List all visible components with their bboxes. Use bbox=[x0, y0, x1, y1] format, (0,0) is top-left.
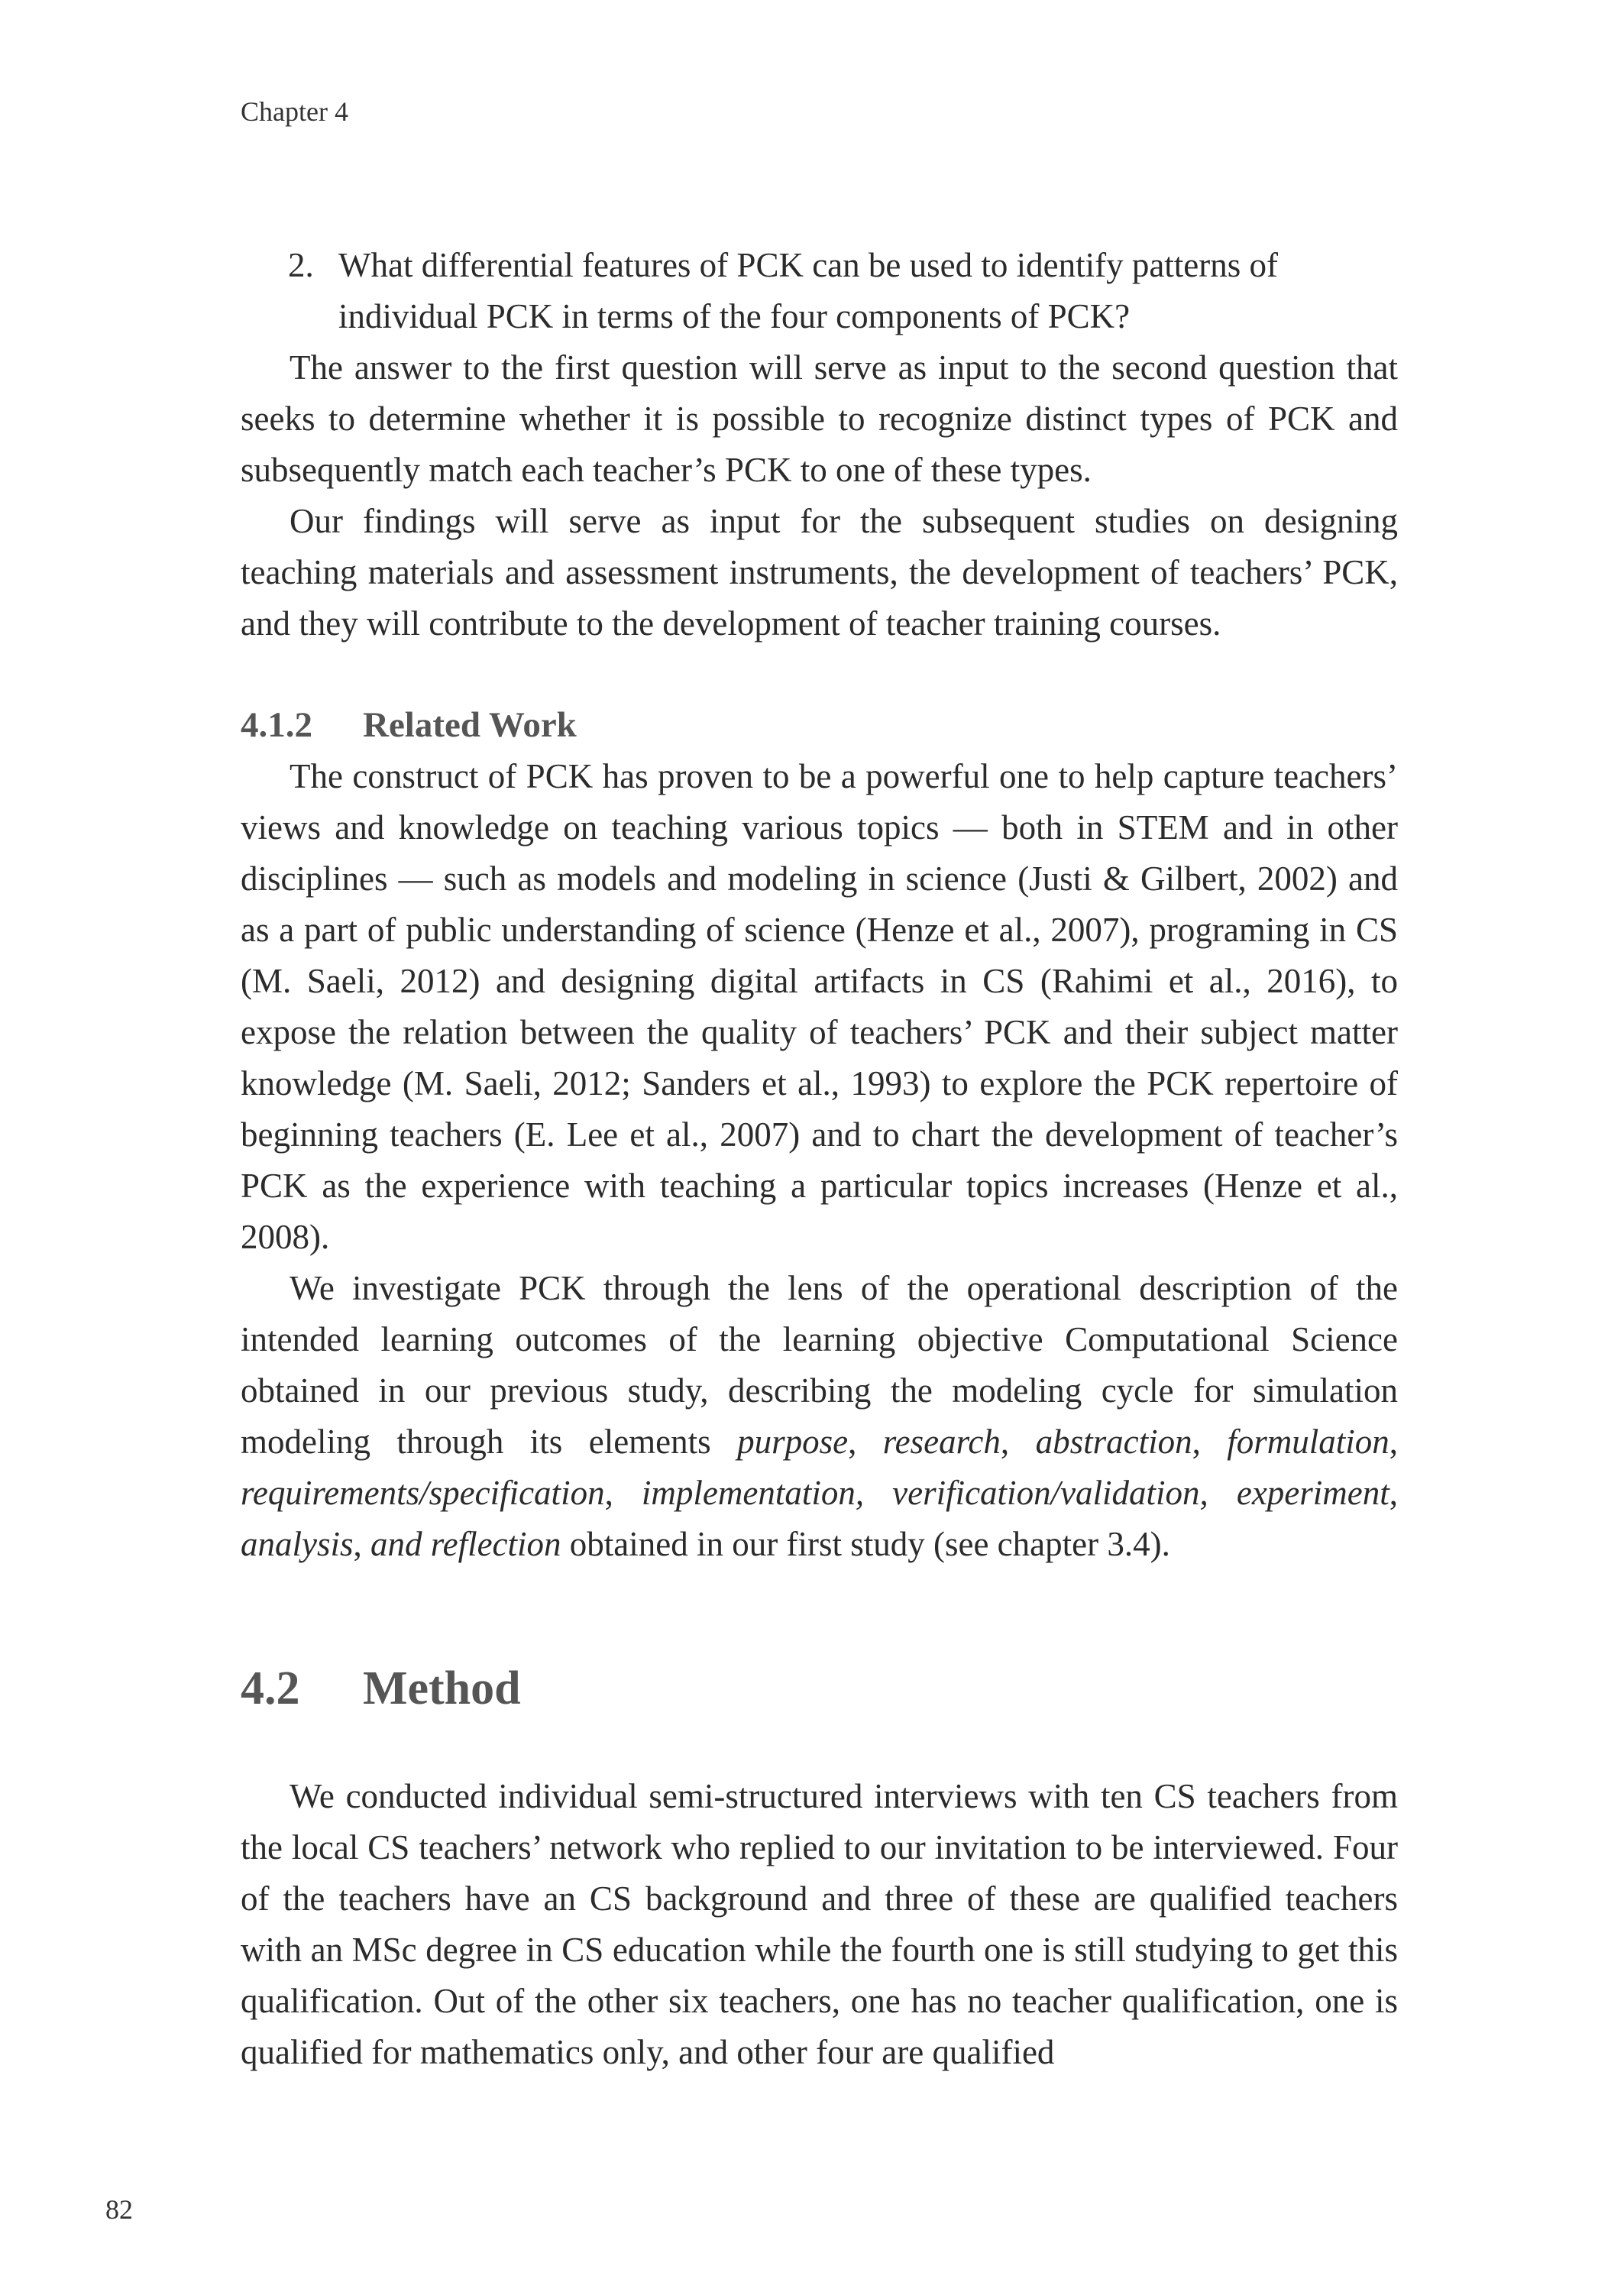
paragraph: We conducted individual semi-structured interviews with ten CS teachers from the local CS teachers’ network who replied to our invitation to be interviewed. Four of the teachers have an CS background and three of these are qualified teachers with an MSc degree in CS education while the fourth one is still studying to get this qualification. Out of the other six teachers, one has no teacher qualification, one is qualified for mathematics only, and other four are qualified bbox=[241, 1777, 1398, 2071]
section-number: 4.2 bbox=[241, 1662, 300, 1714]
method-heading-block bbox=[241, 1658, 1398, 1719]
paragraph: We investigate PCK through the lens of the operational description of the intended learning outcomes of the learning objective Computational Science obtained in our previous study, describing the modeling cycle for simulation modeling through its elements purpose, research, abstraction, formulation, requirements/specification, implementation, verification/validation, experiment, analysis, and reflection obtained in our first study (see chapter 3.4). bbox=[241, 1269, 1399, 1563]
paragraph: The construct of PCK has proven to be a powerful one to help capture teachers’ views and knowledge on teaching various topics — both in STEM and in other disciplines — such as models and modeling in science (Justi & Gilbert, 2002) and as a part of public understanding of science (Henze et al., 2007), programing in CS (M. Saeli, 2012) and designing digital artifacts in CS (Rahimi et al., 2016), to expose the relation between the quality of teachers’ PCK and their subject matter knowledge (M. Saeli, 2012; Sanders et al., 1993) to explore the PCK repertoire of beginning teachers (E. Lee et al., 2007) and to chart the development of teacher’s PCK as the experience with teaching a particular topics increases (Henze et al., 2008). bbox=[241, 757, 1398, 1256]
section-title: Method bbox=[363, 1662, 521, 1714]
term-analysis: analysis bbox=[241, 1525, 354, 1563]
term-reflection: and reflection bbox=[370, 1525, 561, 1563]
section-heading bbox=[241, 1658, 1398, 1719]
page-number: 82 bbox=[105, 2194, 133, 2225]
term-implementation: implementation, verification/validation, experiment bbox=[641, 1474, 1389, 1512]
method-section bbox=[241, 1771, 1398, 2078]
paragraph-tail: obtained in our first study (see chapter 3.4). bbox=[569, 1525, 1170, 1563]
subsection-heading bbox=[241, 700, 1398, 751]
term-research: research bbox=[882, 1423, 1001, 1461]
paragraph-lead: We investigate PCK through the lens of the operational description of the intended learning outcomes of the learning objective Computational Science obtained in our previous study, describing the modeling cycle for simulation modeling through its elements bbox=[241, 1269, 1398, 1461]
intro-section bbox=[241, 342, 1398, 649]
paragraph: The answer to the first question will serve as input to the second question that seeks to determine whether it is possible to recognize distinct types of PCK and subsequently match each teacher’s PCK to one of these types. bbox=[241, 348, 1398, 489]
related-work-section bbox=[241, 700, 1398, 1570]
list-item-number: 2. bbox=[288, 246, 314, 284]
term-abstraction: abstraction bbox=[1035, 1423, 1192, 1461]
term-formulation: formulation bbox=[1227, 1423, 1389, 1461]
paragraph: Our findings will serve as input for the subsequent studies on designing teaching materials and assessment instruments, the development of teachers’ PCK, and they will contribute to the development of teacher training courses. bbox=[241, 502, 1398, 643]
list-item-text: What differential features of PCK can be used to identify patterns of individual PCK in terms of the four components of PCK? bbox=[338, 246, 1279, 335]
term-purpose: purpose bbox=[737, 1423, 849, 1461]
running-header: Chapter 4 bbox=[241, 96, 348, 127]
subsection-title: Related Work bbox=[363, 705, 577, 745]
subsection-number: 4.1.2 bbox=[241, 705, 312, 745]
list-item bbox=[241, 240, 1398, 342]
research-question-list bbox=[241, 240, 1398, 342]
term-requirements: requirements/specification bbox=[241, 1474, 605, 1512]
